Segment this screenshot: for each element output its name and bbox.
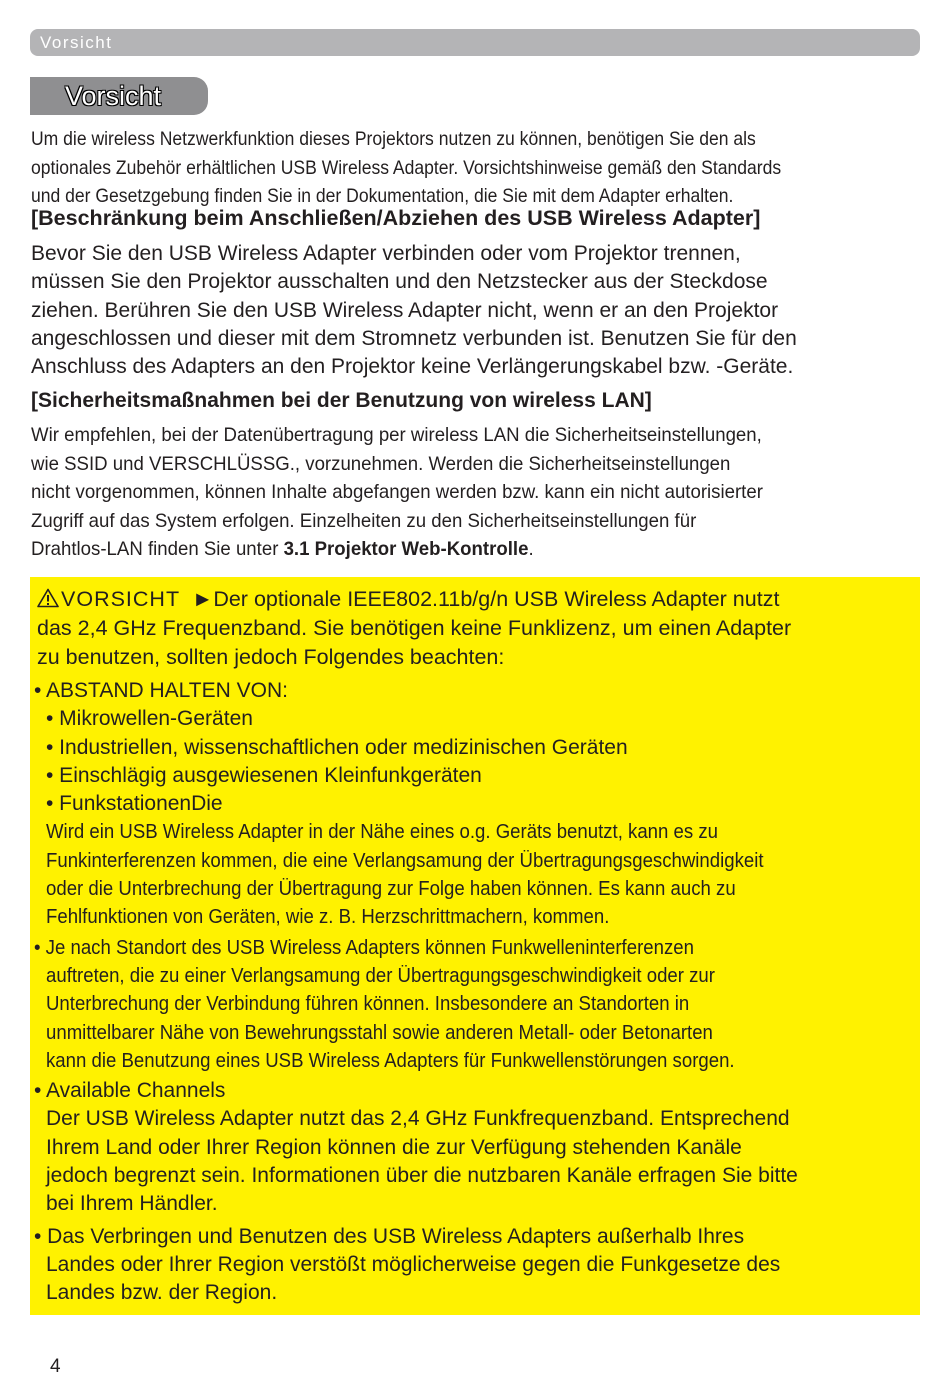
distance-note-line (34, 875, 818, 903)
intro-line: optionales Zubehör erhältlichen USB Wireless Adapter. Vorsichtshinweise gemäß den Standards (31, 156, 782, 179)
intro-paragraph (31, 125, 781, 211)
intro-line: und der Gesetzgebung finden Sie in der Dokumentation, die Sie mit dem Adapter erhalten. (31, 185, 734, 207)
intro-line: Um die wireless Netzwerkfunktion dieses Projektors nutzen zu können, benötigen Sie den als (31, 128, 756, 150)
caution-intro-text: Der optionale IEEE802.11b/g/n USB Wireless Adapter nutzt (213, 587, 780, 611)
warning-triangle-icon (37, 588, 59, 608)
caution-intro-first-line (37, 585, 791, 614)
section2-line: Zugriff auf das System erfolgen. Einzelheiten zu den Sicherheitseinstellungen für (31, 509, 697, 532)
distance-note-text: Wird ein USB Wireless Adapter in der Nähe eines o.g. Geräts benutzt, kann es zu (46, 821, 718, 844)
location-text: kann die Benutzung eines USB Wireless Adapters für Funkwellenstörungen sorgen. (46, 1049, 735, 1072)
section2-line: Wir empfehlen, bei der Datenübertragung per wireless LAN die Sicherheitseinstellungen, (31, 424, 762, 446)
location-line (34, 962, 818, 990)
channels-line: Ihrem Land oder Ihrer Region können die zur Verfügung stehenden Kanäle (46, 1135, 742, 1159)
caution-box (30, 577, 920, 1315)
channels-title: • Available Channels (34, 1079, 226, 1103)
section-title: Vorsicht (65, 81, 162, 111)
section1-paragraph (31, 240, 797, 381)
channels-line: jedoch begrenzt sein. Informationen über die nutzbaren Kanäle erfragen Sie bitte (46, 1164, 798, 1188)
running-header (30, 29, 920, 56)
section1-line: Bevor Sie den USB Wireless Adapter verbinden oder vom Projektor trennen, (31, 242, 741, 265)
section2-last-line (31, 535, 763, 564)
distance-note-line (34, 818, 818, 846)
section1-line: müssen Sie den Projektor ausschalten und den Netzstecker aus der Steckdose (31, 270, 768, 294)
distance-item: • FunkstationenDie (46, 792, 223, 816)
section2-last-prefix: Drahtlos-LAN finden Sie unter (31, 538, 284, 560)
distance-note-text: Fehlfunktionen von Geräten, wie z. B. Herzschrittmachern, kommen. (46, 906, 610, 929)
distance-note-line (34, 903, 818, 931)
location-line (34, 934, 818, 962)
section2-line: nicht vorgenommen, können Inhalte abgefangen werden bzw. kann ein nicht autorisierter (31, 481, 763, 503)
section1-line: Anschluss des Adapters an den Projektor keine Verlängerungskabel bzw. -Geräte. (31, 355, 794, 379)
running-header-label: Vorsicht (40, 33, 113, 52)
section2-paragraph (31, 421, 763, 564)
distance-note-line (34, 847, 818, 875)
location-text: Unterbrechung der Verbindung führen können. Insbesondere an Standorten in (46, 993, 690, 1016)
section1-line: angeschlossen und dieser mit dem Stromnetz verbunden ist. Benutzen Sie für den (31, 326, 797, 350)
channels-line: bei Ihrem Händler. (46, 1192, 218, 1216)
distance-title: • ABSTAND HALTEN VON: (34, 679, 288, 702)
location-line (34, 990, 818, 1018)
channels-line: Der USB Wireless Adapter nutzt das 2,4 GHz Funkfrequenzband. Entsprechend (46, 1107, 790, 1131)
export-line: Landes oder Ihrer Region verstößt möglicherweise gegen die Funkgesetze des (46, 1252, 781, 1276)
section1-line: ziehen. Berühren Sie den USB Wireless Adapter nicht, wenn er an den Projektor (31, 298, 779, 322)
location-text: unmittelbarer Nähe von Bewehrungsstahl sowie anderen Metall- oder Betonarten (46, 1021, 713, 1044)
section1-heading: [Beschränkung beim Anschließen/Abziehen des USB Wireless Adapter] (31, 206, 761, 230)
location-line (34, 1019, 818, 1047)
caution-label: VORSICHT (61, 587, 181, 611)
caution-intro-line: das 2,4 GHz Frequenzband. Sie benötigen keine Funklizenz, um einen Adapter (37, 616, 792, 640)
section2-heading: [Sicherheitsmaßnahmen bei der Benutzung von wireless LAN] (31, 389, 652, 412)
distance-item: • Mikrowellen-Geräten (46, 707, 253, 731)
distance-note-text: Funkinterferenzen kommen, die eine Verlangsamung der Übertragungsgeschwindigkeit (46, 849, 764, 872)
location-line (34, 1047, 818, 1075)
distance-note-text: oder die Unterbrechung der Übertragung zur Folge haben können. Es kann auch zu (46, 878, 736, 901)
caution-intro (37, 585, 791, 672)
location-text: auftreten, die zu einer Verlangsamung der Übertragungsgeschwindigkeit oder zur (46, 964, 715, 987)
section2-last-suffix: . (528, 538, 534, 560)
web-control-reference-link[interactable]: 3.1 Projektor Web-Kontrolle (283, 538, 529, 560)
arrow-icon: ► (192, 587, 214, 611)
export-line: Landes bzw. der Region. (46, 1281, 278, 1305)
distance-item: • Einschlägig ausgewiesenen Kleinfunkgeräten (46, 763, 482, 787)
distance-item: • Industriellen, wissenschaftlichen oder medizinischen Geräten (46, 735, 628, 759)
caution-intro-line: zu benutzen, sollten jedoch Folgendes beachten: (37, 645, 505, 669)
location-text: • Je nach Standort des USB Wireless Adapters können Funkwelleninterferenzen (34, 936, 694, 959)
section-title-badge (30, 77, 208, 115)
caution-list (34, 677, 818, 1308)
page-number: 4 (50, 1356, 61, 1377)
export-line: • Das Verbringen und Benutzen des USB Wireless Adapters außerhalb Ihres (34, 1224, 745, 1248)
section2-line: wie SSID und VERSCHLÜSSG., vorzunehmen. Werden die Sicherheitseinstellungen (31, 452, 731, 475)
